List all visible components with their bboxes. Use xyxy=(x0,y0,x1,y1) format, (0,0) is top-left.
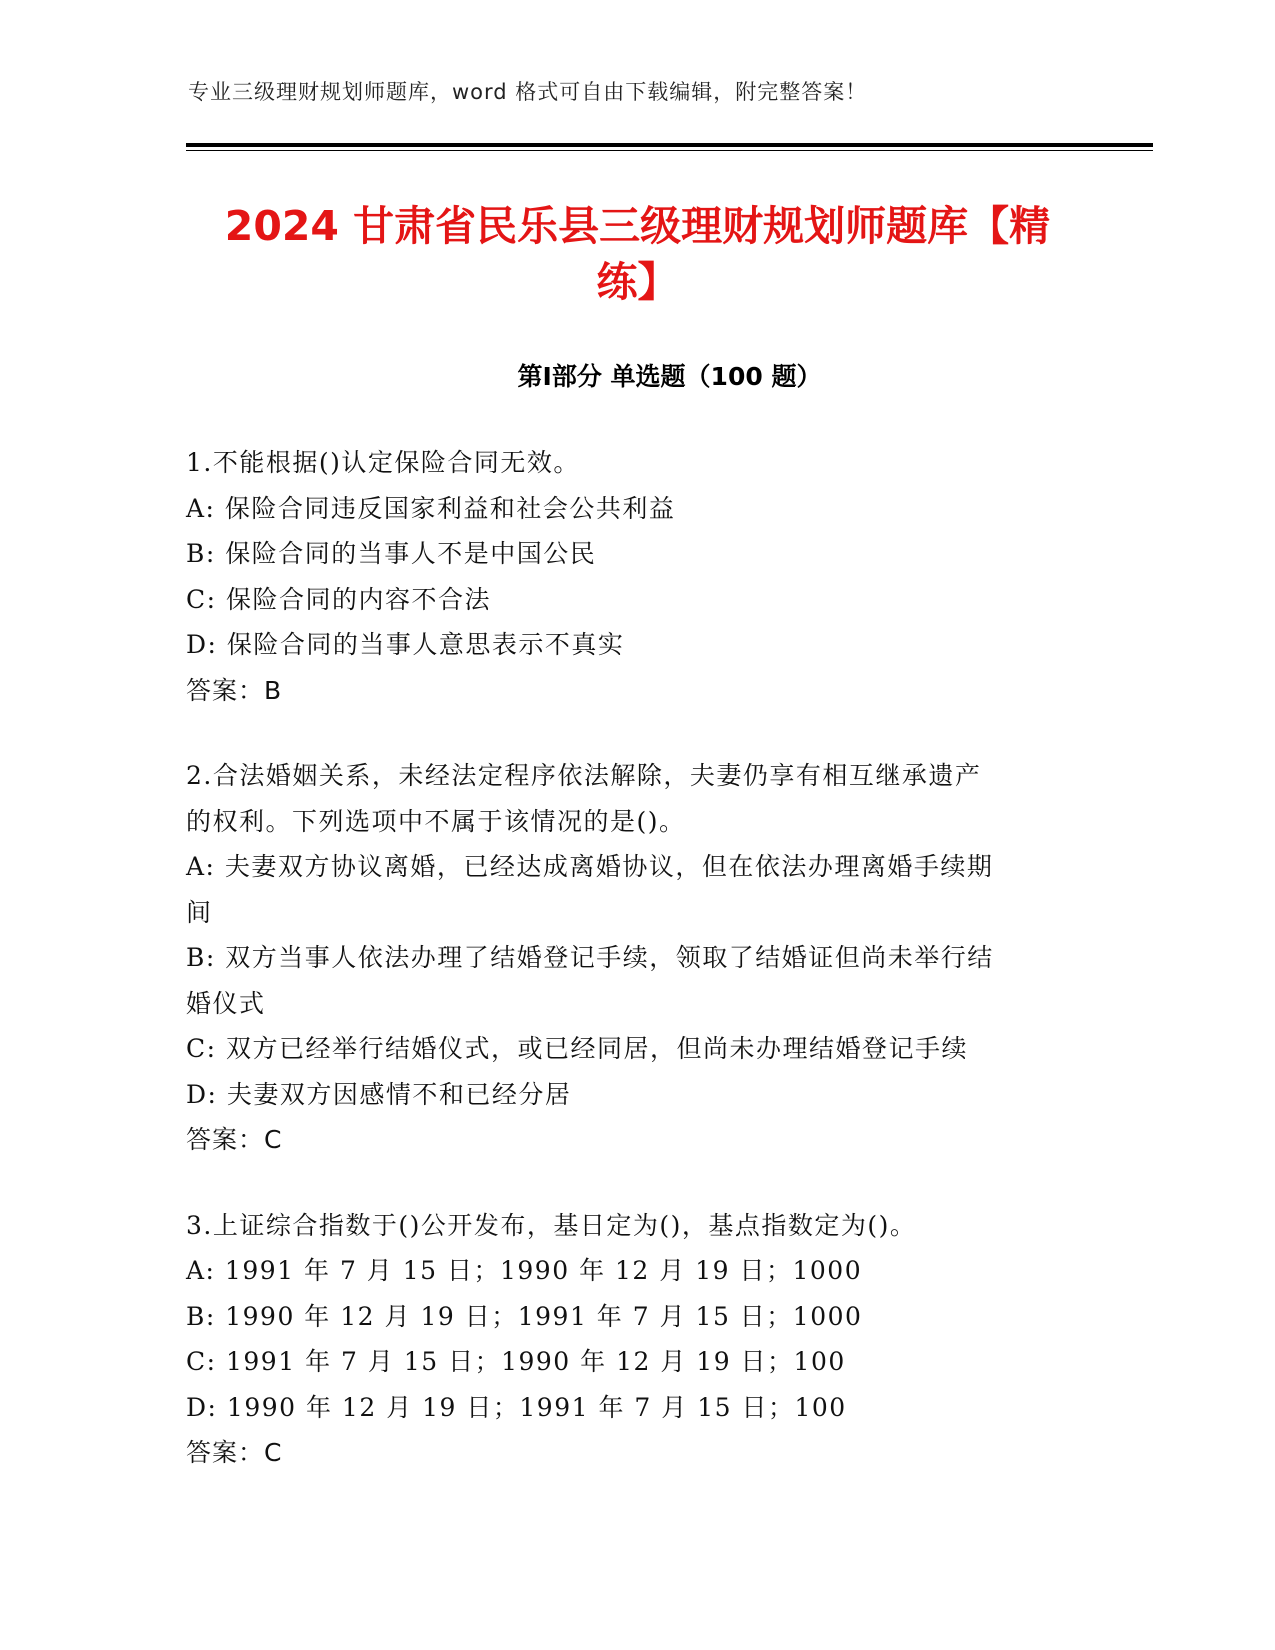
option-c: C: 保险合同的内容不合法 xyxy=(186,584,491,614)
question-stem-line-2: 的权利。下列选项中不属于该情况的是()。 xyxy=(186,806,686,836)
option-c: C: 双方已经举行结婚仪式，或已经同居，但尚未办理结婚登记手续 xyxy=(186,1034,969,1063)
document-title-line-1: 2024 甘肃省民乐县三级理财规划师题库【精 xyxy=(224,202,1051,250)
option-c: C: 1991 年 7 月 15 日；1990 年 12 月 19 日；100 xyxy=(186,1347,846,1376)
option-d: D: 1990 年 12 月 19 日；1991 年 7 月 15 日；100 xyxy=(186,1392,847,1422)
header-note: 专业三级理财规划师题库，word 格式可自由下载编辑，附完整答案！ xyxy=(188,80,868,104)
option-a: A: 夫妻双方协议离婚，已经达成离婚协议，但在依法办理离婚手续期 xyxy=(186,852,994,881)
question-1 xyxy=(186,440,1086,713)
option-d: D: 夫妻双方因感情不和已经分居 xyxy=(186,1079,572,1109)
document-title-line-2: 练】 xyxy=(596,258,679,306)
section-heading: 第Ⅰ部分 单选题（100 题） xyxy=(517,362,822,391)
document-title xyxy=(180,198,1095,310)
option-d: D: 保险合同的当事人意思表示不真实 xyxy=(186,630,625,659)
option-b: B: 双方当事人依法办理了结婚登记手续，领取了结婚证但尚未举行结 xyxy=(186,943,994,972)
header-divider-thick xyxy=(186,143,1153,147)
option-b-continued: 婚仪式 xyxy=(186,988,266,1018)
question-stem-line-1: 2.合法婚姻关系，未经法定程序依法解除，夫妻仍享有相互继承遗产 xyxy=(186,761,982,790)
question-list xyxy=(186,440,1086,1516)
answer-text: 答案：C xyxy=(186,1125,283,1154)
question-stem: 1.不能根据()认定保险合同无效。 xyxy=(186,448,580,477)
answer-text: 答案：B xyxy=(186,675,283,705)
question-2 xyxy=(186,753,1086,1163)
question-3 xyxy=(186,1203,1086,1476)
question-stem: 3.上证综合指数于()公开发布，基日定为()，基点指数定为()。 xyxy=(186,1210,917,1240)
option-b: B: 保险合同的当事人不是中国公民 xyxy=(186,539,597,568)
header-divider-thin xyxy=(186,150,1153,151)
option-a-continued: 间 xyxy=(186,897,213,927)
option-b: B: 1990 年 12 月 19 日；1991 年 7 月 15 日；1000 xyxy=(186,1301,863,1331)
option-a: A: 保险合同违反国家利益和社会公共利益 xyxy=(186,493,676,523)
option-a: A: 1991 年 7 月 15 日；1990 年 12 月 19 日；1000 xyxy=(186,1256,863,1285)
answer-text: 答案：C xyxy=(186,1438,283,1467)
